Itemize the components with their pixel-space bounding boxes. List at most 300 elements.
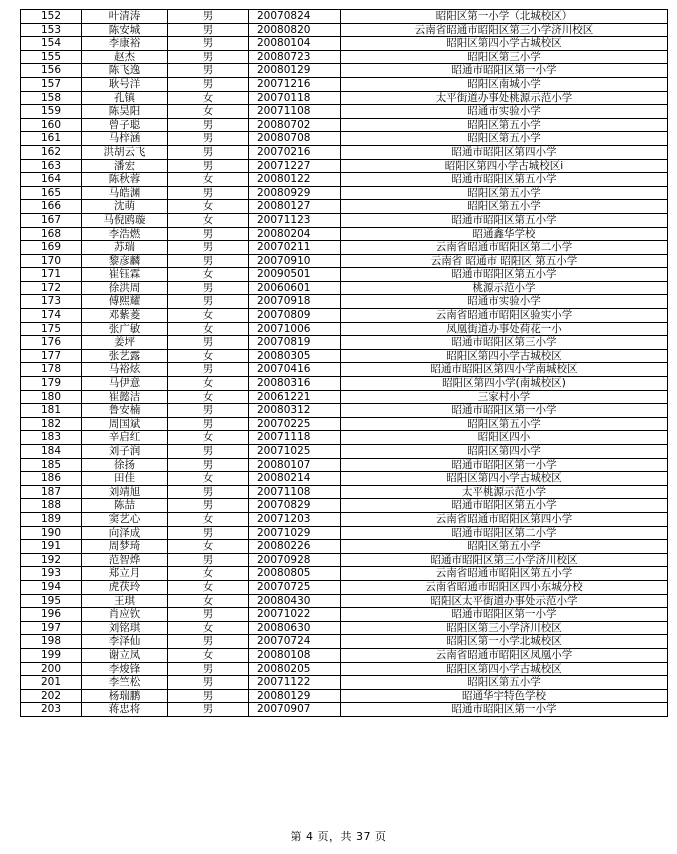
student-name-cell: 杨瑞鹏 [82,689,168,703]
school-name-cell: 昭阳区第三小学 [341,50,668,64]
student-name-cell: 张艺露 [82,349,168,363]
row-number-cell: 176 [21,336,82,350]
student-gender-cell: 男 [168,64,249,78]
student-name-cell: 辛启红 [82,431,168,445]
student-name-cell: 洪胡云飞 [82,145,168,159]
row-number-cell: 165 [21,186,82,200]
birth-date-cell: 20071108 [249,485,341,499]
student-gender-cell: 男 [168,159,249,173]
school-name-cell: 云南省昭通市昭阳区四小东城分校 [341,580,668,594]
student-name-cell: 刘铭琪 [82,621,168,635]
table-row [21,621,668,635]
school-name-cell: 昭通市实验小学 [341,105,668,119]
birth-date-cell: 20080312 [249,404,341,418]
school-name-cell: 昭阳区第四小学古城校区 [341,349,668,363]
row-number-cell: 156 [21,64,82,78]
student-gender-cell: 男 [168,118,249,132]
row-number-cell: 174 [21,309,82,323]
row-number-cell: 201 [21,676,82,690]
student-name-cell: 张广敏 [82,322,168,336]
birth-date-cell: 20070910 [249,254,341,268]
table-row [21,662,668,676]
row-number-cell: 193 [21,567,82,581]
birth-date-cell: 20071022 [249,608,341,622]
student-name-cell: 虎茯玲 [82,580,168,594]
table-row [21,322,668,336]
school-name-cell: 昭阳区第四小学古城校区i [341,159,668,173]
birth-date-cell: 20071108 [249,105,341,119]
birth-date-cell: 20080316 [249,377,341,391]
birth-date-cell: 20080107 [249,458,341,472]
student-gender-cell: 女 [168,431,249,445]
row-number-cell: 200 [21,662,82,676]
birth-date-cell: 20071123 [249,213,341,227]
student-name-cell: 周梦琦 [82,540,168,554]
student-name-cell: 马皓渊 [82,186,168,200]
row-number-cell: 191 [21,540,82,554]
table-row [21,512,668,526]
birth-date-cell: 20071227 [249,159,341,173]
student-name-cell: 刘子润 [82,445,168,459]
student-gender-cell: 男 [168,608,249,622]
school-name-cell: 昭通华宇特色学校 [341,689,668,703]
school-name-cell: 昭阳区第四小学古城校区 [341,662,668,676]
row-number-cell: 153 [21,23,82,37]
school-name-cell: 云南省昭通市昭阳区凤凰小学 [341,648,668,662]
school-name-cell: 昭阳区第四小学 [341,445,668,459]
student-name-cell: 陈昊阳 [82,105,168,119]
student-gender-cell: 男 [168,132,249,146]
student-name-cell: 周国斌 [82,417,168,431]
birth-date-cell: 20080430 [249,594,341,608]
school-name-cell: 云南省昭通市昭阳区第二小学 [341,241,668,255]
student-gender-cell: 男 [168,295,249,309]
student-name-cell: 马伊意 [82,377,168,391]
table-row [21,377,668,391]
table-row [21,458,668,472]
table-row [21,499,668,513]
table-row [21,132,668,146]
birth-date-cell: 20071025 [249,445,341,459]
birth-date-cell: 20080214 [249,472,341,486]
school-name-cell: 昭通市昭阳区第二小学 [341,526,668,540]
row-number-cell: 157 [21,77,82,91]
student-gender-cell: 女 [168,512,249,526]
row-number-cell: 199 [21,648,82,662]
birth-date-cell: 20080929 [249,186,341,200]
birth-date-cell: 20070809 [249,309,341,323]
birth-date-cell: 20070928 [249,553,341,567]
row-number-cell: 170 [21,254,82,268]
school-name-cell: 昭通市昭阳区第一小学 [341,703,668,717]
school-name-cell: 昭阳区第五小学 [341,676,668,690]
birth-date-cell: 20071122 [249,676,341,690]
school-name-cell: 云南省昭通市昭阳区第四小学 [341,512,668,526]
table-row [21,608,668,622]
row-number-cell: 162 [21,145,82,159]
student-name-cell: 邓紫菱 [82,309,168,323]
school-name-cell: 昭阳区第五小学 [341,200,668,214]
school-name-cell: 昭通市昭阳区第三小学济川校区 [341,553,668,567]
table-row [21,363,668,377]
table-row [21,472,668,486]
student-name-cell: 范智烨 [82,553,168,567]
table-row [21,268,668,282]
birth-date-cell: 20070907 [249,703,341,717]
roster-body [21,10,668,717]
student-gender-cell: 女 [168,621,249,635]
table-row [21,567,668,581]
table-row [21,526,668,540]
birth-date-cell: 20080104 [249,37,341,51]
school-name-cell: 昭通市昭阳区第五小学 [341,213,668,227]
row-number-cell: 190 [21,526,82,540]
school-name-cell: 昭阳区南城小学 [341,77,668,91]
student-name-cell: 马梓涵 [82,132,168,146]
row-number-cell: 183 [21,431,82,445]
student-gender-cell: 女 [168,390,249,404]
birth-date-cell: 20060601 [249,281,341,295]
student-gender-cell: 女 [168,91,249,105]
birth-date-cell: 20070725 [249,580,341,594]
row-number-cell: 185 [21,458,82,472]
student-gender-cell: 男 [168,50,249,64]
student-name-cell: 李康裕 [82,37,168,51]
birth-date-cell: 20080129 [249,64,341,78]
school-name-cell: 昭阳区第五小学 [341,132,668,146]
school-name-cell: 昭阳区第三小学济川校区 [341,621,668,635]
student-name-cell: 陈秋蓉 [82,173,168,187]
row-number-cell: 173 [21,295,82,309]
table-row [21,676,668,690]
student-gender-cell: 女 [168,594,249,608]
table-row [21,10,668,24]
student-name-cell: 李泽仙 [82,635,168,649]
school-name-cell: 昭阳区第五小学 [341,540,668,554]
row-number-cell: 168 [21,227,82,241]
table-row [21,594,668,608]
birth-date-cell: 20061221 [249,390,341,404]
row-number-cell: 188 [21,499,82,513]
row-number-cell: 203 [21,703,82,717]
student-name-cell: 孔镇 [82,91,168,105]
student-gender-cell: 男 [168,363,249,377]
row-number-cell: 164 [21,173,82,187]
table-row [21,703,668,717]
school-name-cell: 昭阳区第四小学古城校区 [341,472,668,486]
student-gender-cell: 男 [168,445,249,459]
student-gender-cell: 女 [168,540,249,554]
birth-date-cell: 20080630 [249,621,341,635]
row-number-cell: 180 [21,390,82,404]
table-row [21,580,668,594]
school-name-cell: 云南省昭通市昭阳区第五小学 [341,567,668,581]
student-gender-cell: 男 [168,186,249,200]
student-name-cell: 李焌锋 [82,662,168,676]
table-row [21,64,668,78]
student-gender-cell: 男 [168,676,249,690]
school-name-cell: 太平桃源示范小学 [341,485,668,499]
student-name-cell: 窦艺心 [82,512,168,526]
student-name-cell: 马裕炫 [82,363,168,377]
birth-date-cell: 20080122 [249,173,341,187]
row-number-cell: 163 [21,159,82,173]
table-row [21,336,668,350]
school-name-cell: 昭通市昭阳区第四小学 [341,145,668,159]
student-name-cell: 蒋忠将 [82,703,168,717]
student-gender-cell: 男 [168,145,249,159]
school-name-cell: 昭通市昭阳区第一小学 [341,404,668,418]
birth-date-cell: 20080226 [249,540,341,554]
row-number-cell: 169 [21,241,82,255]
table-row [21,445,668,459]
table-row [21,213,668,227]
table-row [21,417,668,431]
student-name-cell: 耿号洋 [82,77,168,91]
row-number-cell: 177 [21,349,82,363]
birth-date-cell: 20071216 [249,77,341,91]
school-name-cell: 昭阳区第四小学(南城校区) [341,377,668,391]
birth-date-cell: 20070824 [249,10,341,24]
table-row [21,295,668,309]
school-name-cell: 昭通市昭阳区第五小学 [341,173,668,187]
student-name-cell: 陈飞逸 [82,64,168,78]
row-number-cell: 175 [21,322,82,336]
table-row [21,485,668,499]
student-gender-cell: 女 [168,309,249,323]
row-number-cell: 161 [21,132,82,146]
student-gender-cell: 男 [168,553,249,567]
table-row [21,540,668,554]
birth-date-cell: 20070724 [249,635,341,649]
student-name-cell: 肖应钦 [82,608,168,622]
school-name-cell: 昭通市昭阳区第三小学 [341,336,668,350]
table-row [21,186,668,200]
school-name-cell: 三家村小学 [341,390,668,404]
school-name-cell: 昭通市昭阳区第五小学 [341,268,668,282]
school-name-cell: 桃源示范小学 [341,281,668,295]
school-name-cell: 昭阳区第一小学（北城校区） [341,10,668,24]
birth-date-cell: 20080108 [249,648,341,662]
school-name-cell: 昭通市昭阳区第一小学 [341,608,668,622]
student-gender-cell: 女 [168,322,249,336]
row-number-cell: 155 [21,50,82,64]
birth-date-cell: 20080805 [249,567,341,581]
school-name-cell: 昭通市昭阳区第一小学 [341,64,668,78]
table-row [21,145,668,159]
table-row [21,309,668,323]
roster-sheet [20,9,662,717]
table-row [21,23,668,37]
student-gender-cell: 男 [168,689,249,703]
student-name-cell: 鲁安楠 [82,404,168,418]
school-name-cell: 云南省昭通市昭阳区验实小学 [341,309,668,323]
birth-date-cell: 20070416 [249,363,341,377]
table-row [21,77,668,91]
school-name-cell: 昭阳区第五小学 [341,118,668,132]
table-row [21,159,668,173]
student-name-cell: 徐洪周 [82,281,168,295]
student-name-cell: 陈喆 [82,499,168,513]
student-name-cell: 傅熙耀 [82,295,168,309]
school-name-cell: 云南省 昭通市 昭阳区 第五小学 [341,254,668,268]
student-name-cell: 沈萌 [82,200,168,214]
student-gender-cell: 女 [168,377,249,391]
table-row [21,254,668,268]
birth-date-cell: 20070211 [249,241,341,255]
table-row [21,241,668,255]
student-gender-cell: 女 [168,648,249,662]
student-name-cell: 潘宏 [82,159,168,173]
birth-date-cell: 20080127 [249,200,341,214]
table-row [21,431,668,445]
student-name-cell: 叶清涛 [82,10,168,24]
student-name-cell: 刘靖旭 [82,485,168,499]
student-roster-table [20,9,668,717]
birth-date-cell: 20080129 [249,689,341,703]
student-gender-cell: 男 [168,662,249,676]
row-number-cell: 179 [21,377,82,391]
table-row [21,173,668,187]
row-number-cell: 172 [21,281,82,295]
student-gender-cell: 男 [168,526,249,540]
row-number-cell: 187 [21,485,82,499]
row-number-cell: 184 [21,445,82,459]
student-name-cell: 李浩燃 [82,227,168,241]
birth-date-cell: 20080723 [249,50,341,64]
student-gender-cell: 男 [168,703,249,717]
student-name-cell: 姜坪 [82,336,168,350]
table-row [21,404,668,418]
student-name-cell: 黎彦麟 [82,254,168,268]
birth-date-cell: 20080708 [249,132,341,146]
row-number-cell: 186 [21,472,82,486]
student-name-cell: 徐扬 [82,458,168,472]
birth-date-cell: 20070118 [249,91,341,105]
student-gender-cell: 男 [168,77,249,91]
student-name-cell: 曾子聪 [82,118,168,132]
student-gender-cell: 女 [168,173,249,187]
table-row [21,648,668,662]
school-name-cell: 昭阳区第五小学 [341,417,668,431]
student-gender-cell: 男 [168,10,249,24]
student-gender-cell: 女 [168,268,249,282]
student-gender-cell: 女 [168,580,249,594]
table-row [21,281,668,295]
birth-date-cell: 20071203 [249,512,341,526]
student-gender-cell: 女 [168,200,249,214]
table-row [21,91,668,105]
birth-date-cell: 20080702 [249,118,341,132]
student-gender-cell: 男 [168,281,249,295]
birth-date-cell: 20070216 [249,145,341,159]
table-row [21,390,668,404]
row-number-cell: 182 [21,417,82,431]
table-row [21,50,668,64]
table-row [21,200,668,214]
student-name-cell: 谢立凤 [82,648,168,662]
student-gender-cell: 男 [168,404,249,418]
student-gender-cell: 男 [168,499,249,513]
student-gender-cell: 男 [168,417,249,431]
birth-date-cell: 20080820 [249,23,341,37]
student-name-cell: 王琪 [82,594,168,608]
student-name-cell: 崔钰霖 [82,268,168,282]
table-row [21,105,668,119]
student-gender-cell: 男 [168,241,249,255]
student-gender-cell: 男 [168,254,249,268]
student-gender-cell: 男 [168,458,249,472]
school-name-cell: 昭通市昭阳区第一小学 [341,458,668,472]
row-number-cell: 194 [21,580,82,594]
row-number-cell: 178 [21,363,82,377]
row-number-cell: 197 [21,621,82,635]
row-number-cell: 196 [21,608,82,622]
birth-date-cell: 20070225 [249,417,341,431]
row-number-cell: 202 [21,689,82,703]
table-row [21,37,668,51]
row-number-cell: 181 [21,404,82,418]
birth-date-cell: 20071029 [249,526,341,540]
table-row [21,689,668,703]
student-name-cell: 郑立月 [82,567,168,581]
student-gender-cell: 女 [168,567,249,581]
table-row [21,349,668,363]
row-number-cell: 160 [21,118,82,132]
student-gender-cell: 男 [168,336,249,350]
school-name-cell: 太平街道办事处桃源示范小学 [341,91,668,105]
school-name-cell: 昭通市实验小学 [341,295,668,309]
school-name-cell: 昭阳区第四小学古城校区 [341,37,668,51]
student-gender-cell: 女 [168,105,249,119]
student-name-cell: 马倪鸥璇 [82,213,168,227]
student-gender-cell: 男 [168,37,249,51]
school-name-cell: 昭通鑫华学校 [341,227,668,241]
student-name-cell: 崔懿洁 [82,390,168,404]
birth-date-cell: 20071006 [249,322,341,336]
student-gender-cell: 男 [168,485,249,499]
page-footer: 第 4 页，共 37 页 [290,830,387,843]
row-number-cell: 198 [21,635,82,649]
birth-date-cell: 20090501 [249,268,341,282]
row-number-cell: 171 [21,268,82,282]
table-row [21,118,668,132]
school-name-cell: 昭通市昭阳区第四小学南城校区 [341,363,668,377]
table-row [21,227,668,241]
birth-date-cell: 20080205 [249,662,341,676]
student-gender-cell: 女 [168,349,249,363]
student-gender-cell: 女 [168,213,249,227]
school-name-cell: 凤凰街道办事处荷花一小 [341,322,668,336]
birth-date-cell: 20070829 [249,499,341,513]
student-gender-cell: 男 [168,23,249,37]
school-name-cell: 昭阳区四小 [341,431,668,445]
student-name-cell: 赵杰 [82,50,168,64]
row-number-cell: 167 [21,213,82,227]
table-row [21,635,668,649]
birth-date-cell: 20080204 [249,227,341,241]
table-row [21,553,668,567]
row-number-cell: 154 [21,37,82,51]
row-number-cell: 192 [21,553,82,567]
birth-date-cell: 20071118 [249,431,341,445]
birth-date-cell: 20070918 [249,295,341,309]
school-name-cell: 云南省昭通市昭阳区第三小学济川校区 [341,23,668,37]
student-name-cell: 苏瑞 [82,241,168,255]
school-name-cell: 昭阳区第一小学北城校区 [341,635,668,649]
student-name-cell: 陈安城 [82,23,168,37]
birth-date-cell: 20080305 [249,349,341,363]
